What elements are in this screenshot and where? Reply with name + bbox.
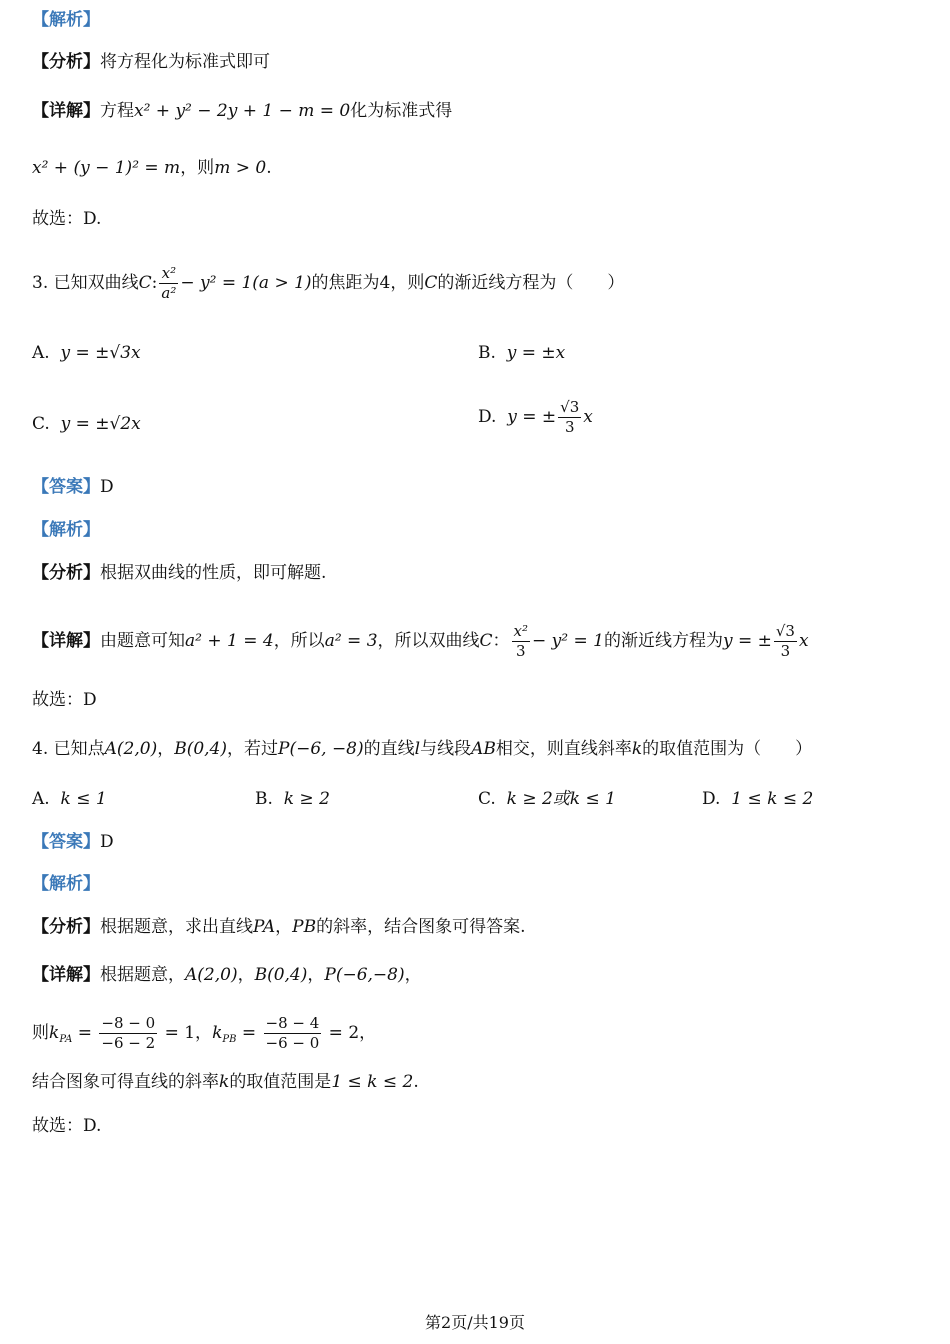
standard-equation: x² + (y − 1)² = m (32, 158, 181, 178)
q3-frac-num: x² (159, 266, 178, 284)
q4-kpa-val: = 1， (159, 1023, 213, 1043)
q4-option-a-text: k ≤ 1 (60, 789, 107, 809)
q4-xiangjie-a: 根据题意， (100, 965, 185, 985)
q4-xiangjie-tag: 【详解】 (32, 965, 100, 985)
q4-stem-point-b: B(0,4) (174, 739, 227, 759)
q4-option-c-label: C. (478, 789, 496, 809)
q3-option-c-label: C. (32, 414, 50, 434)
q4-stem-f: 的取值范围为（ ） (642, 739, 813, 759)
q3-option-d-pre: y = ± (507, 407, 557, 427)
q4-choose: 故选：D. (32, 1116, 102, 1136)
q4-fenxi-pa: PA (253, 917, 276, 937)
q4-kpb-sub: PB (222, 1034, 237, 1045)
q4-fenxi-pb: PB (292, 917, 317, 937)
q3-stem-colon: : (151, 273, 158, 293)
q3-option-a (32, 341, 141, 365)
choose-text: 故选：D. (32, 209, 102, 229)
q3-option-b-label: B. (478, 343, 496, 363)
q4-option-d (702, 787, 813, 811)
q4-answer: D (100, 832, 114, 852)
q3-answer-tag: 【答案】 (32, 477, 100, 497)
q3-xiangjie-colon: ： (492, 631, 510, 651)
q4-kpb-den: −6 − 0 (265, 1034, 320, 1052)
q4-fenxi-sep: ， (275, 917, 293, 937)
q3-xiangjie-tag: 【详解】 (32, 631, 100, 651)
q4-kpb-num: −8 − 4 (265, 1014, 320, 1032)
q4-kpa: k (49, 1023, 60, 1043)
q3-option-c-text: y = ±√2x (60, 414, 141, 434)
q4-kpa-den: −6 − 2 (101, 1034, 156, 1052)
q4-choose-line (32, 1114, 101, 1138)
q4-answer-line (32, 830, 114, 854)
q3-fenxi-line (32, 561, 326, 585)
q4-jiexi-tag: 【解析】 (32, 874, 100, 894)
q3-option-b (478, 341, 565, 365)
q3-xiangjie-x: x (798, 631, 809, 651)
q4-stem-b: ，若过 (227, 739, 278, 759)
q4-xiangjie-end: ， (404, 965, 422, 985)
q3-option-d (478, 400, 593, 435)
q3-option-c (32, 412, 141, 436)
q4-stem-e: 相交，则直线斜率 (495, 739, 632, 759)
q3-xiangjie-rnum: √3 (775, 622, 795, 640)
choose-line-1 (32, 207, 101, 231)
q4-option-b-label: B. (255, 789, 273, 809)
q4-stem-point-p: P(−6, −8) (278, 739, 364, 759)
q4-option-a (32, 787, 107, 811)
q4-stem-segment-ab: AB (471, 739, 496, 759)
q4-fenxi-text: 根据题意，求出直线 (100, 917, 253, 937)
fenxi-line-1 (32, 50, 270, 74)
q4-conclude-line (32, 1070, 419, 1094)
q4-conclude-k: k (219, 1072, 230, 1092)
q4-option-a-label: A. (32, 789, 50, 809)
q3-xiangjie-fraction (512, 624, 530, 659)
q4-xiangjie-sep2: ， (307, 965, 325, 985)
q4-option-b (255, 787, 330, 811)
jiexi-tag: 【解析】 (32, 10, 100, 30)
xiangjie-text-a: 方程 (100, 101, 134, 121)
q3-fenxi-tag: 【分析】 (32, 563, 100, 583)
q3-option-a-text: y = ±√3x (60, 343, 141, 363)
q3-option-d-den: 3 (564, 418, 575, 436)
q3-xiangjie-a: 由题意可知 (100, 631, 185, 651)
q4-xiangjie-sep: ， (237, 965, 255, 985)
q4-conclude-range: 1 ≤ k ≤ 2 (331, 1072, 414, 1092)
q4-stem-line-l: l (414, 739, 421, 759)
q4-option-d-label: D. (702, 789, 721, 809)
q4-fenxi-tag: 【分析】 (32, 917, 100, 937)
q4-xiangjie-point-p: P(−6,−8) (324, 965, 405, 985)
q4-kpa-fraction (99, 1016, 157, 1051)
q4-conclude-b: 的取值范围是 (229, 1072, 332, 1092)
q4-answer-tag: 【答案】 (32, 832, 100, 852)
q4-stem-point-a: A(2,0) (104, 739, 158, 759)
xiangjie-line-1 (32, 99, 452, 123)
q3-stem-a: 3. 已知双曲线 (32, 273, 139, 293)
q4-kpb-val: = 2， (323, 1023, 377, 1043)
standard-text: ，则 (180, 158, 215, 178)
q3-xiangjie-eq1: a² + 1 = 4 (185, 631, 274, 651)
q4-jiexi-line (32, 872, 100, 896)
q4-xiangjie-point-a: A(2,0) (185, 965, 238, 985)
q4-stem-c: 的直线 (363, 739, 415, 759)
q4-kpa-sub: PA (59, 1034, 73, 1045)
q3-answer-line (32, 475, 114, 499)
question-3-stem (32, 266, 624, 301)
q3-stem-rest: − y² = 1(a > 1) (180, 273, 312, 293)
jiexi-heading-1 (32, 8, 100, 32)
q4-slope-a: 则 (32, 1023, 49, 1043)
q3-stem-c2: C (424, 273, 438, 293)
q3-xiangjie-rden: 3 (780, 642, 791, 660)
q3-stem-b: 的焦距为4，则 (311, 273, 425, 293)
q4-stem-a: 4. 已知点 (32, 739, 105, 759)
q4-stem-sep1: ， (157, 739, 175, 759)
q4-slope-line (32, 1016, 376, 1051)
q4-kpb-eq: = (236, 1023, 262, 1043)
q3-xiangjie-fnum: x² (513, 622, 529, 640)
standard-end: . (266, 158, 272, 178)
q3-stem-fraction (159, 266, 178, 301)
standard-condition: m > 0 (214, 158, 267, 178)
q4-kpa-eq: = (72, 1023, 98, 1043)
xiangjie-equation: x² + y² − 2y + 1 − m = 0 (134, 101, 351, 121)
q3-xiangjie-fden: 3 (516, 642, 526, 660)
q3-xiangjie-d: 的渐近线方程为 (603, 631, 723, 651)
q4-stem-d: 与线段 (420, 739, 472, 759)
q3-xiangjie-b: ，所以 (273, 631, 325, 651)
q3-option-d-fraction (558, 400, 581, 435)
q3-option-a-label: A. (32, 343, 50, 363)
q4-kpa-num: −8 − 0 (101, 1014, 156, 1032)
q3-xiangjie-root-fraction (774, 624, 797, 659)
q3-fenxi-text: 根据双曲线的性质，即可解题. (100, 563, 327, 583)
q3-xiangjie-y: y = ± (722, 631, 772, 651)
q3-stem-end: 的渐近线方程为（ ） (437, 273, 625, 293)
q4-fenxi-end: 的斜率，结合图象可得答案. (316, 917, 526, 937)
q3-option-d-label: D. (478, 407, 497, 427)
q4-option-c (478, 787, 616, 811)
q3-frac-den: a² (161, 284, 177, 302)
q3-xiangjie-rest: − y² = 1 (532, 631, 604, 651)
q3-option-d-post: x (583, 407, 593, 427)
q4-option-d-text: 1 ≤ k ≤ 2 (731, 789, 814, 809)
q4-kpb: k (212, 1023, 223, 1043)
q3-xiangjie-line (32, 624, 809, 659)
q4-stem-k: k (631, 739, 643, 759)
fenxi-tag: 【分析】 (32, 52, 100, 72)
fenxi-text: 将方程化为标准式即可 (100, 52, 270, 72)
q3-answer: D (100, 477, 114, 497)
q4-xiangjie-point-b: B(0,4) (254, 965, 308, 985)
q4-xiangjie-line (32, 963, 422, 987)
q3-xiangjie-eq2: a² = 3 (324, 631, 378, 651)
q3-stem-c: C (138, 273, 152, 293)
xiangjie-tag: 【详解】 (32, 101, 100, 121)
q4-conclude-end: . (413, 1072, 419, 1092)
page-footer: 第2页/共19页 (425, 1313, 525, 1332)
q4-conclude-a: 结合图象可得直线的斜率 (32, 1072, 219, 1092)
q4-option-b-text: k ≥ 2 (283, 789, 330, 809)
q3-jiexi-tag: 【解析】 (32, 520, 100, 540)
q3-choose-line (32, 688, 97, 712)
q3-jiexi-line (32, 518, 100, 542)
q3-option-b-text: y = ±x (506, 343, 566, 363)
q3-xiangjie-cvar: C (479, 631, 493, 651)
standard-form-line (32, 156, 272, 180)
q4-fenxi-line (32, 915, 526, 939)
q4-option-c-text: k ≥ 2或k ≤ 1 (506, 789, 616, 809)
q3-xiangjie-c: ，所以双曲线 (377, 631, 480, 651)
xiangjie-text-b: 化为标准式得 (350, 101, 453, 121)
question-4-stem (32, 737, 812, 761)
q4-kpb-fraction (264, 1016, 322, 1051)
q3-option-d-num: √3 (560, 398, 580, 416)
q3-choose: 故选：D (32, 690, 97, 710)
